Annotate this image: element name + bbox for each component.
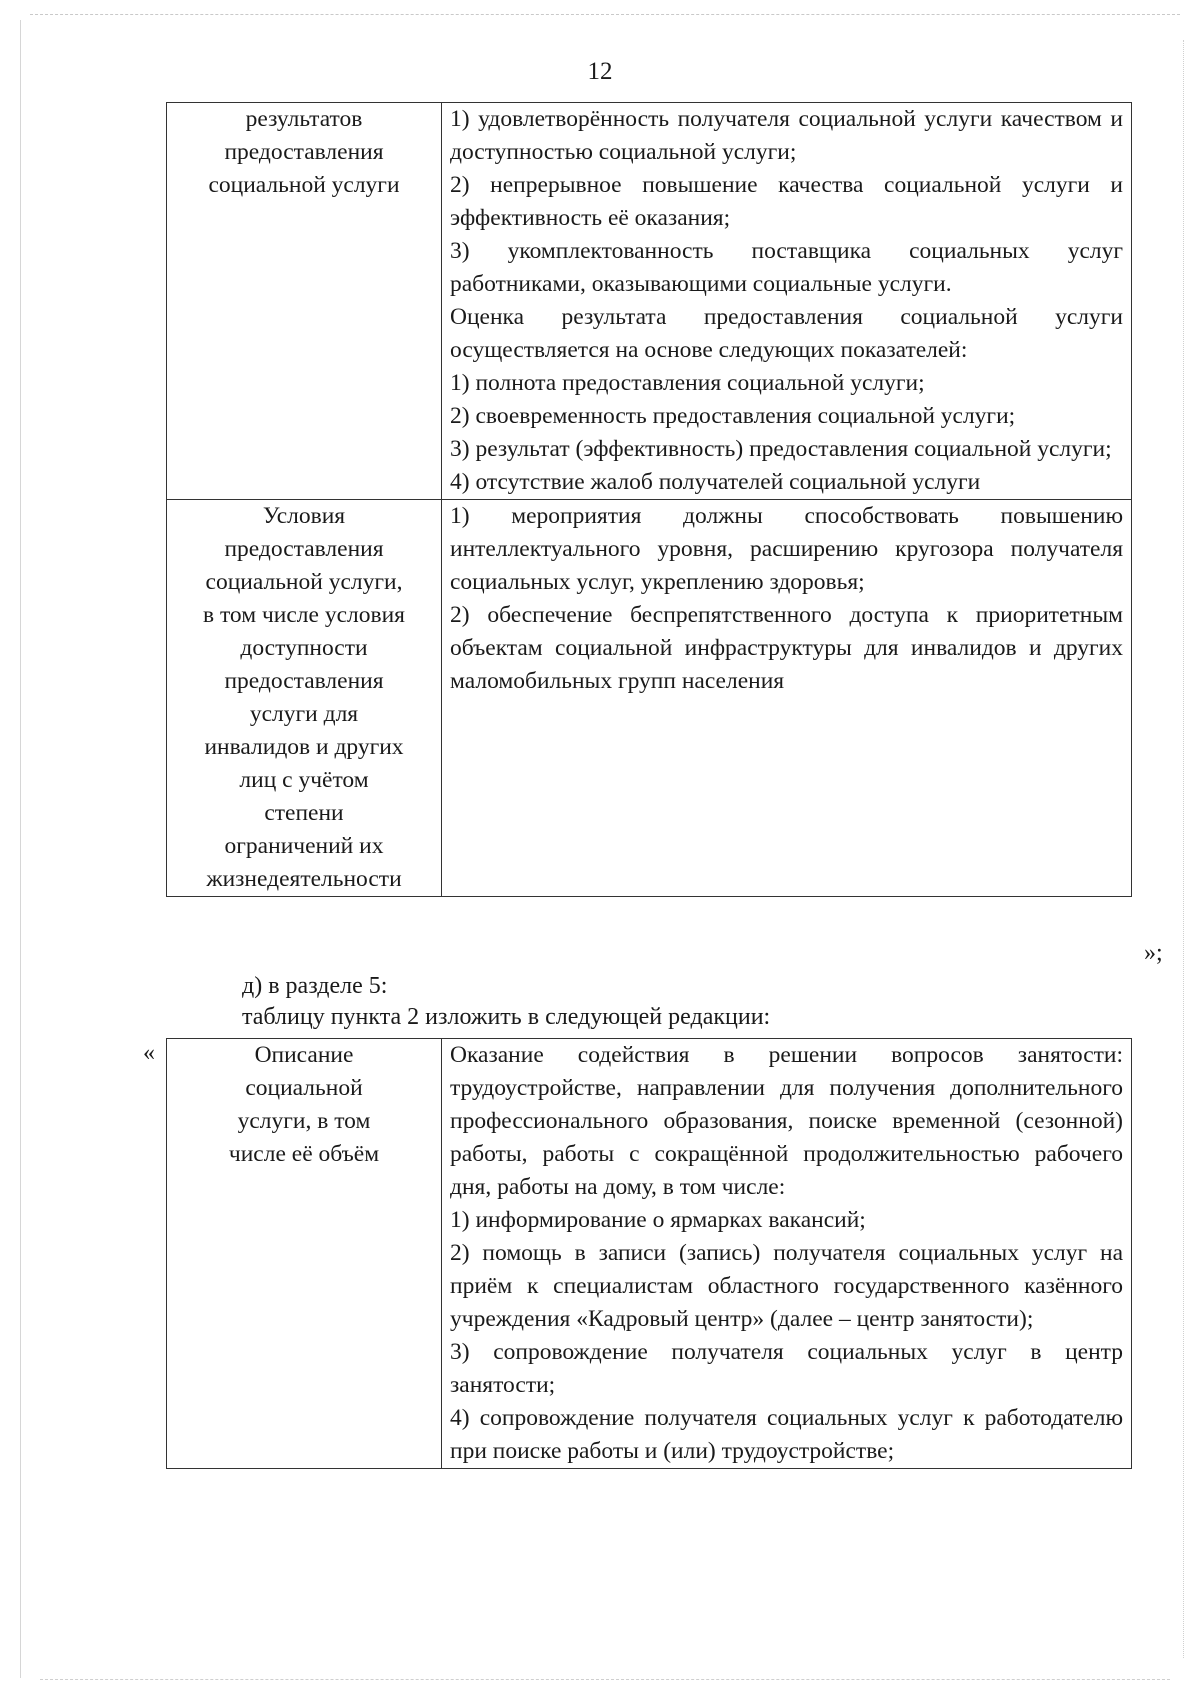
closing-quote: »; xyxy=(1144,940,1163,966)
label-line: жизнедеятельности xyxy=(206,866,402,892)
paragraph: 2) непрерывное повышение качества социальной услуги и эффективность её оказания; xyxy=(450,172,1123,231)
opening-quote: « xyxy=(143,1040,155,1066)
section-amendment-line: д) в разделе 5: xyxy=(242,973,388,999)
paragraph: 2) обеспечение беспрепятственного доступа к приоритетным объектам социальной инфраструктуры для инвалидов и других маломобильных групп населения xyxy=(450,602,1123,694)
label-line: предоставления xyxy=(224,536,384,562)
label-line: ограничений их xyxy=(224,833,384,859)
label-line: доступности xyxy=(240,635,368,661)
label-line: инвалидов и других xyxy=(204,734,404,760)
label-line: Описание xyxy=(254,1042,354,1068)
table-instruction-line: таблицу пункта 2 изложить в следующей редакции: xyxy=(242,1004,771,1030)
label-line: лиц с учётом xyxy=(239,767,369,793)
table-row-conditions xyxy=(167,500,1132,897)
description-content-cell xyxy=(442,1039,1132,1469)
paragraph: 2) своевременность предоставления социальной услуги; xyxy=(450,403,1016,429)
scan-edge-top xyxy=(30,14,1180,15)
results-content-cell xyxy=(442,103,1132,500)
paragraph: 2) помощь в записи (запись) получателя социальных услуг на приём к специалистам областного государственного казённого учреждения «Кадровый центр» (далее – центр занятости); xyxy=(450,1240,1123,1332)
label-line: в том числе условия xyxy=(203,602,405,628)
scan-edge-right xyxy=(1183,40,1184,1658)
description-label-cell xyxy=(167,1039,442,1469)
scan-edge-left xyxy=(20,20,21,1678)
paragraph: 3) укомплектованность поставщика социальных услуг работниками, оказывающими социальные услуги. xyxy=(450,238,1123,297)
label-line: предоставления xyxy=(224,139,384,165)
paragraph: 3) сопровождение получателя социальных услуг в центр занятости; xyxy=(450,1339,1123,1398)
scan-edge-bottom xyxy=(40,1679,1170,1680)
paragraph: 4) сопровождение получателя социальных услуг к работодателю при поиске работы и (или) трудоустройстве; xyxy=(450,1405,1123,1464)
label-line: результатов xyxy=(245,106,363,132)
label-line: социальной услуги xyxy=(208,172,400,198)
paragraph: 1) мероприятия должны способствовать повышению интеллектуального уровня, расширению кругозора получателя социальных услуг, укреплению здоровья; xyxy=(450,503,1123,595)
paragraph: 1) информирование о ярмарках вакансий; xyxy=(450,1207,866,1233)
paragraph: Оказание содействия в решении вопросов занятости: трудоустройстве, направлении для получения дополнительного профессионального образования, поиске временной (сезонной) работы, работы с сокращённой продолжительностью рабочего дня, работы на дому, в том числе: xyxy=(450,1042,1123,1200)
label-line: степени xyxy=(264,800,344,826)
label-line: социальной услуги, xyxy=(205,569,403,595)
service-description-table xyxy=(166,1038,1132,1469)
paragraph: 1) полнота предоставления социальной услуги; xyxy=(450,370,925,396)
label-line: предоставления xyxy=(224,668,384,694)
table-row-results xyxy=(167,103,1132,500)
page-number: 12 xyxy=(587,58,613,85)
paragraph: Оценка результата предоставления социальной услуги осуществляется на основе следующих показателей: xyxy=(450,304,1123,363)
conditions-label-cell xyxy=(167,500,442,897)
paragraph: 3) результат (эффективность) предоставления социальной услуги; xyxy=(450,436,1112,462)
label-line: Условия xyxy=(262,503,346,529)
label-line: числе её объём xyxy=(228,1141,380,1167)
label-line: социальной xyxy=(245,1075,363,1101)
paragraph: 1) удовлетворённость получателя социальной услуги качеством и доступностью социальной услуги; xyxy=(450,106,1123,165)
table-row-description xyxy=(167,1039,1132,1469)
services-table-continued xyxy=(166,102,1132,897)
conditions-content-cell xyxy=(442,500,1132,897)
label-line: услуги, в том xyxy=(237,1108,371,1134)
paragraph: 4) отсутствие жалоб получателей социальной услуги xyxy=(450,469,981,495)
results-label-cell xyxy=(167,103,442,500)
label-line: услуги для xyxy=(249,701,359,727)
